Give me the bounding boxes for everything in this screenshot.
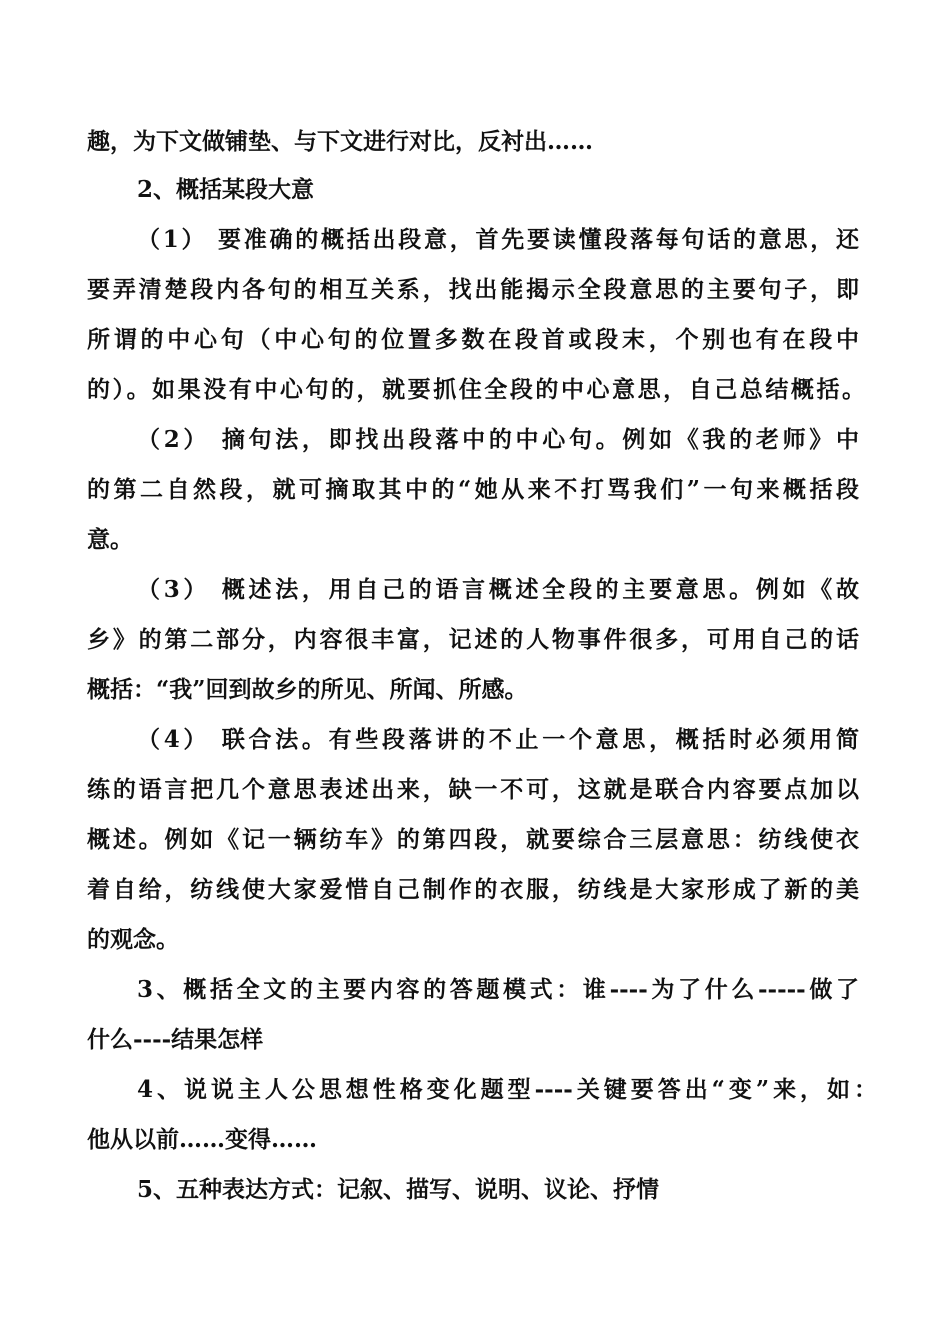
text-line: 概述。例如《记一辆纺车》的第四段，就要综合三层意思：纺线使衣: [87, 826, 859, 853]
text-line: （3） 概述法，用自己的语言概述全段的主要意思。例如《故: [137, 576, 859, 603]
text-line: 着自给，纺线使大家爱惜自己制作的衣服，纺线是大家形成了新的美: [87, 876, 859, 903]
text-line: 2、概括某段大意: [137, 176, 315, 203]
text-line: 练的语言把几个意思表述出来，缺一不可，这就是联合内容要点加以: [87, 776, 859, 803]
text-line: 的观念。: [87, 926, 179, 953]
text-line: 概括：“我”回到故乡的所见、所闻、所感。: [87, 676, 528, 703]
text-line: 要弄清楚段内各句的相互关系，找出能揭示全段意思的主要句子，即: [87, 276, 859, 303]
text-line: 5、五种表达方式：记叙、描写、说明、议论、抒情: [137, 1176, 660, 1203]
text-line: 意。: [87, 526, 133, 553]
text-line: 的）。如果没有中心句的，就要抓住全段的中心意思，自己总结概括。: [87, 376, 865, 403]
text-line: （1） 要准确的概括出段意，首先要读懂段落每句话的意思，还: [137, 226, 859, 253]
text-line: （4） 联合法。有些段落讲的不止一个意思，概括时必须用简: [137, 726, 859, 753]
text-line: 趣，为下文做铺垫、与下文进行对比，反衬出……: [87, 128, 593, 155]
text-line: 什么----结果怎样: [87, 1026, 264, 1053]
text-line: 3、概括全文的主要内容的答题模式：谁----为了什么-----做了: [137, 976, 859, 1003]
text-line: 的第二自然段，就可摘取其中的“她从来不打骂我们”一句来概括段: [87, 476, 859, 503]
text-line: （2） 摘句法，即找出段落中的中心句。例如《我的老师》中: [137, 426, 859, 453]
text-line: 4、说说主人公思想性格变化题型----关键要答出“变”来，如：: [137, 1076, 877, 1103]
text-line: 他从以前……变得……: [87, 1126, 317, 1153]
text-line: 所谓的中心句（中心句的位置多数在段首或段末，个别也有在段中: [87, 326, 859, 353]
text-line: 乡》的第二部分，内容很丰富，记述的人物事件很多，可用自己的话: [87, 626, 859, 653]
